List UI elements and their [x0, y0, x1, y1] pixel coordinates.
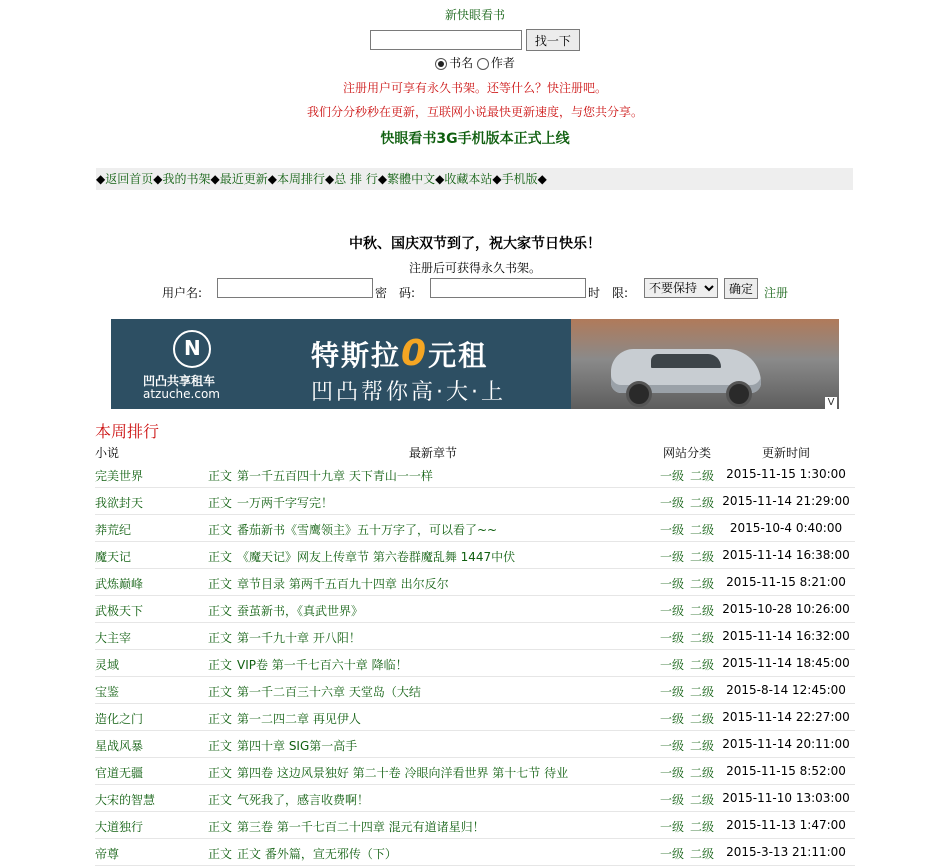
table-row: [95, 677, 855, 704]
table-row: [95, 596, 855, 623]
table-row: [95, 785, 855, 812]
ad-mark-icon[interactable]: V: [825, 397, 837, 409]
chapter-link[interactable]: 番茄新书《雪鹰领主》五十万字了，可以看了~~: [237, 523, 498, 537]
novel-title-link[interactable]: 大宋的智慧: [95, 793, 156, 807]
ad-car-wheel: [726, 381, 752, 407]
ad-domain: atzuche.com: [143, 387, 220, 401]
update-time: 2015-11-14 22:27:00: [722, 710, 850, 724]
password-input[interactable]: [430, 278, 586, 298]
table-row: [95, 569, 855, 596]
radio-author[interactable]: [477, 58, 489, 70]
novel-title-link[interactable]: 我欲封天: [95, 496, 144, 510]
chapter-link[interactable]: 第一二四二章 再见伊人: [237, 712, 361, 726]
chapter-link[interactable]: 第四十章 SIG第一高手: [237, 739, 358, 753]
holiday-greeting: 中秋、国庆双节到了，祝大家节日快乐！: [349, 236, 601, 252]
login-form: [160, 278, 860, 302]
novel-title-link[interactable]: 武炼巅峰: [95, 577, 144, 591]
novel-title-link[interactable]: 大道独行: [95, 820, 144, 834]
volume-link[interactable]: 正文: [208, 739, 233, 753]
chapter-link[interactable]: 《魔天记》网友上传章节 第六卷群魔乱舞 1447中伏: [237, 550, 516, 564]
table-row: [95, 704, 855, 731]
update-time: 2015-3-13 21:11:00: [726, 845, 846, 859]
table-row: [95, 461, 855, 488]
category-level2-link[interactable]: 二级: [690, 469, 715, 483]
nav-bar: ◆返回首页◆我的书架◆最近更新◆本周排行◆总 排 行◆繁體中文◆收藏本站◆手机版◆: [96, 168, 853, 190]
category-level2-link[interactable]: 二级: [690, 793, 715, 807]
volume-link[interactable]: 正文: [208, 766, 233, 780]
category-level2-link[interactable]: 二级: [690, 577, 715, 591]
ad-banner[interactable]: [111, 319, 839, 409]
table-row: [95, 812, 855, 839]
update-time: 2015-11-14 16:32:00: [722, 629, 850, 643]
update-time: 2015-10-28 10:26:00: [722, 602, 850, 616]
nav-recent[interactable]: 最近更新: [219, 172, 268, 186]
novel-title-link[interactable]: 宝鉴: [95, 685, 120, 699]
radio-book-name[interactable]: [435, 58, 447, 70]
table-row: [95, 758, 855, 785]
chapter-link[interactable]: 章节目录 第两千五百九十四章 出尔反尔: [237, 577, 449, 591]
volume-link[interactable]: 正文: [208, 631, 233, 645]
update-time: 2015-11-14 20:11:00: [722, 737, 850, 751]
register-link[interactable]: 注册: [764, 286, 789, 300]
category-level1-link[interactable]: 一级: [660, 577, 685, 591]
ad-brand: 凹凸共享租车: [143, 374, 216, 388]
category-level2-link[interactable]: 二级: [690, 685, 715, 699]
volume-link[interactable]: 正文: [208, 847, 233, 861]
search-type-group: [0, 54, 950, 71]
table-row: [95, 650, 855, 677]
radio-book-label: 书名: [449, 56, 474, 70]
password-label: 密 码:: [375, 286, 416, 300]
category-level2-link[interactable]: 二级: [690, 496, 715, 510]
search-button[interactable]: 找一下: [526, 29, 580, 51]
ad-headline-post: 元租: [428, 339, 489, 372]
category-level1-link[interactable]: 一级: [660, 469, 685, 483]
ad-car-wheel: [626, 381, 652, 407]
volume-link[interactable]: 正文: [208, 523, 233, 537]
novel-title-link[interactable]: 大主宰: [95, 631, 132, 645]
chapter-link[interactable]: 蚕茧新书，《真武世界》: [237, 604, 364, 618]
login-confirm-button[interactable]: 确定: [724, 278, 758, 299]
category-level1-link[interactable]: 一级: [660, 847, 685, 861]
category-level1-link[interactable]: 一级: [660, 793, 685, 807]
volume-link[interactable]: 正文: [208, 604, 233, 618]
category-level2-link[interactable]: 二级: [690, 631, 715, 645]
period-label: 时 限:: [588, 286, 629, 300]
username-label: 用户名:: [162, 286, 203, 300]
category-level2-link[interactable]: 二级: [690, 712, 715, 726]
volume-link[interactable]: 正文: [208, 496, 233, 510]
category-level2-link[interactable]: 二级: [690, 766, 715, 780]
nav-total-rank[interactable]: 总 排 行: [334, 172, 378, 186]
rank-table: [95, 461, 855, 866]
novel-title-link[interactable]: 灵域: [95, 658, 120, 672]
search-bar: [0, 29, 950, 51]
volume-link[interactable]: 正文: [208, 712, 233, 726]
volume-link[interactable]: 正文: [208, 685, 233, 699]
table-row: [95, 542, 855, 569]
novel-title-link[interactable]: 莽荒纪: [95, 523, 132, 537]
update-time: 2015-11-14 16:38:00: [722, 548, 850, 562]
novel-title-link[interactable]: 魔天记: [95, 550, 132, 564]
register-hint: 注册后可获得永久书架。: [408, 261, 541, 275]
ad-headline-zero: 0: [401, 333, 429, 374]
volume-link[interactable]: 正文: [208, 469, 233, 483]
mobile-version-link[interactable]: 快眼看书3G手机版本正式上线: [380, 131, 570, 147]
chapter-link[interactable]: 第一千五百四十九章 天下青山一一样: [237, 469, 433, 483]
chapter-link[interactable]: 第一千二百三十六章 天堂岛（大结: [237, 685, 421, 699]
username-input[interactable]: [217, 278, 373, 298]
weekly-rank-title: 本周排行: [95, 422, 160, 441]
novel-title-link[interactable]: 武极天下: [95, 604, 144, 618]
update-notice: 我们分分秒秒在更新，互联网小说最快更新速度，与您共分享。: [306, 105, 643, 119]
col-novel: 小说: [95, 446, 120, 460]
ad-headline-pre: 特斯拉: [311, 339, 402, 372]
category-level1-link[interactable]: 一级: [660, 523, 685, 537]
update-time: 2015-10-4 0:40:00: [729, 521, 843, 535]
nav-bookshelf[interactable]: 我的书架: [162, 172, 211, 186]
category-level2-link[interactable]: 二级: [690, 604, 715, 618]
category-level2-link[interactable]: 二级: [690, 523, 715, 537]
update-time: 2015-11-15 8:52:00: [726, 764, 846, 778]
update-time: 2015-11-14 18:45:00: [722, 656, 850, 670]
nav-weekly-rank[interactable]: 本周排行: [276, 172, 325, 186]
volume-link[interactable]: 正文: [208, 820, 233, 834]
table-row: [95, 515, 855, 542]
update-time: 2015-11-14 21:29:00: [722, 494, 850, 508]
update-time: 2015-11-10 13:03:00: [722, 791, 850, 805]
chapter-link[interactable]: 一万两千字写完！: [237, 496, 334, 510]
category-level1-link[interactable]: 一级: [660, 712, 685, 726]
update-time: 2015-11-13 1:47:00: [726, 818, 846, 832]
novel-title-link[interactable]: 星战风暴: [95, 739, 144, 753]
category-level2-link[interactable]: 二级: [690, 847, 715, 861]
table-row: [95, 623, 855, 650]
volume-link[interactable]: 正文: [208, 658, 233, 672]
category-level1-link[interactable]: 一级: [660, 820, 685, 834]
update-time: 2015-8-14 12:45:00: [726, 683, 846, 697]
volume-link[interactable]: 正文: [208, 793, 233, 807]
category-level1-link[interactable]: 一级: [660, 658, 685, 672]
chapter-link[interactable]: 第三卷 第一千七百二十四章 混元有道诸星归！: [237, 820, 485, 834]
col-time: 更新时间: [762, 446, 811, 460]
volume-link[interactable]: 正文: [208, 550, 233, 564]
ad-subline: 凹凸帮你高·大·上: [311, 380, 506, 405]
category-level2-link[interactable]: 二级: [690, 550, 715, 564]
category-level1-link[interactable]: 一级: [660, 631, 685, 645]
nav-bookmark[interactable]: 收藏本站: [444, 172, 493, 186]
category-level1-link[interactable]: 一级: [660, 604, 685, 618]
keep-login-select[interactable]: [644, 278, 718, 298]
site-title[interactable]: 新快眼看书: [444, 8, 505, 22]
novel-title-link[interactable]: 造化之门: [95, 712, 144, 726]
table-row: [95, 488, 855, 515]
update-time: 2015-11-15 1:30:00: [726, 467, 846, 481]
update-time: 2015-11-15 8:21:00: [726, 575, 846, 589]
chapter-link[interactable]: 正文 番外篇，宣无邪传（下）: [237, 847, 397, 861]
category-level2-link[interactable]: 二级: [690, 658, 715, 672]
col-category: 网站分类: [663, 446, 712, 460]
ad-logo-glyph: N: [184, 336, 201, 360]
nav-traditional[interactable]: 繁體中文: [387, 172, 436, 186]
register-notice[interactable]: 注册用户可享有永久书架。还等什么？快注册吧。: [342, 81, 607, 95]
chapter-link[interactable]: 第四卷 这边风景独好 第二十卷 冷眼向洋看世界 第十七节 待业: [237, 766, 569, 780]
ad-car-window: [651, 354, 721, 368]
category-level1-link[interactable]: 一级: [660, 685, 685, 699]
nav-home[interactable]: 返回首页: [105, 172, 154, 186]
volume-link[interactable]: 正文: [208, 577, 233, 591]
novel-title-link[interactable]: 官道无疆: [95, 766, 144, 780]
table-row: [95, 731, 855, 758]
chapter-link[interactable]: 第一千九十章 开八阳！: [237, 631, 361, 645]
nav-mobile[interactable]: 手机版: [501, 172, 538, 186]
category-level2-link[interactable]: 二级: [690, 820, 715, 834]
novel-title-link[interactable]: 完美世界: [95, 469, 144, 483]
category-level1-link[interactable]: 一级: [660, 496, 685, 510]
table-row: [95, 839, 855, 866]
category-level1-link[interactable]: 一级: [660, 550, 685, 564]
rank-table-header: [95, 442, 855, 462]
radio-author-label: 作者: [490, 56, 515, 70]
ad-headline: [311, 333, 488, 374]
category-level1-link[interactable]: 一级: [660, 739, 685, 753]
novel-title-link[interactable]: 帝尊: [95, 847, 120, 861]
category-level1-link[interactable]: 一级: [660, 766, 685, 780]
chapter-link[interactable]: VIP卷 第一千七百六十章 降临！: [237, 658, 408, 672]
chapter-link[interactable]: 气死我了，感言收费啊！: [237, 793, 370, 807]
search-input[interactable]: [370, 30, 522, 50]
category-level2-link[interactable]: 二级: [690, 739, 715, 753]
col-latest: 最新章节: [409, 446, 458, 460]
